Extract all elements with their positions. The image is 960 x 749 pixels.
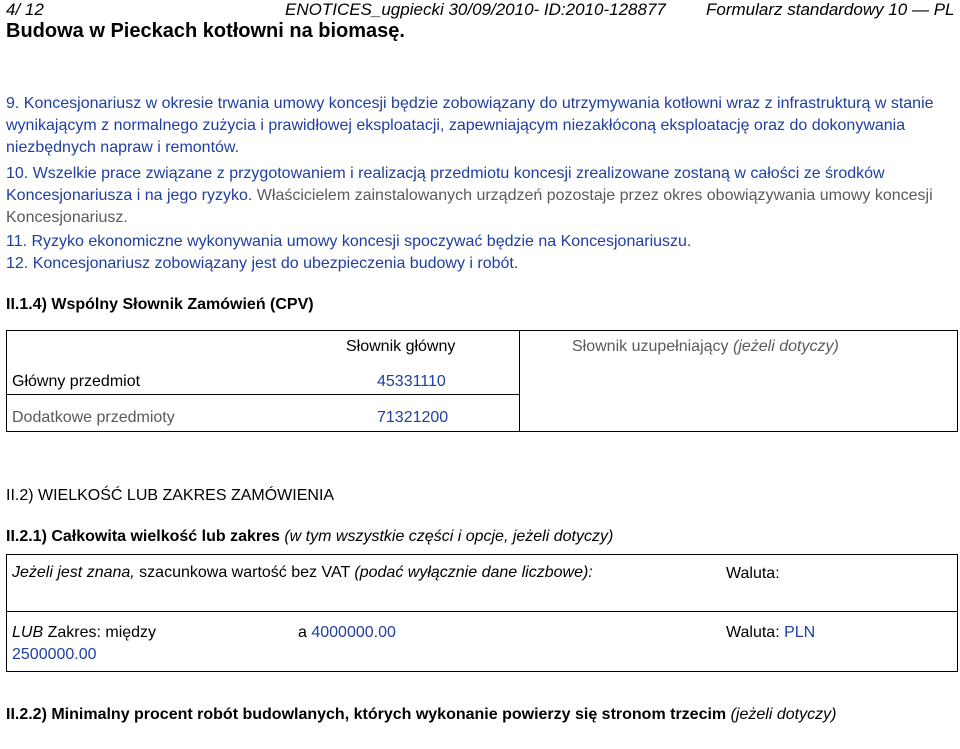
cpv-row-extra-code: 71321200 [377,409,449,426]
range-label [12,622,212,666]
paragraph-10-owner-text: Właścicielem zainstalowanych urządzeń pozostaje przez okres obowiązywania umowy koncesji Koncesjonariusz. [6,187,933,226]
cpv-col-supp-label: Słownik uzupełniający [572,338,729,355]
range-prefix: LUB [12,624,44,641]
estimate-currency-label: Waluta: [726,565,780,582]
range-max [298,622,396,644]
estimate-text: szacunkowa wartość bez VAT [134,564,355,581]
cpv-col-main: Słownik główny [346,338,456,355]
notice-id: ENOTICES_ugpiecki 30/09/2010- ID:2010-128877 [285,0,666,19]
paragraph-10-text: 10. Wszelkie prace związane z przygotowaniem i realizacją przedmiotu koncesji zrealizowane zostaną w całości ze środków Koncesjonariusza i na jego ryzyko. [6,165,885,204]
scope-subheading [6,528,613,546]
range-min-value: 2500000.00 [12,646,97,663]
subcontract-heading [6,704,956,726]
cpv-table [6,330,958,432]
page-number: 4/ 12 [6,0,44,19]
range-and: a [298,624,312,641]
cpv-col-supp [572,338,839,356]
range-currency [726,622,815,644]
table-divider [519,331,520,431]
cpv-row-main-code: 45331110 [377,373,446,390]
range-currency-value: PLN [784,624,816,641]
paragraph-9 [6,93,956,159]
cpv-row-main-label: Główny przedmiot [12,373,141,390]
form-name: Formularz standardowy 10 — PL [706,0,955,19]
scope-subheading-note: (w tym wszystkie części i opcje, jeżeli dotyczy) [284,528,614,545]
cpv-col-supp-note: (jeżeli dotyczy) [732,338,839,355]
range-currency-label: Waluta: [726,624,785,641]
estimate-label [12,562,632,584]
scope-subheading-label: II.2.1) Całkowita wielkość lub zakres [6,528,280,545]
subcontract-heading-note: (jeżeli dotyczy) [726,706,837,723]
estimate-note: (podać wyłącznie dane liczbowe): [354,564,593,581]
table-divider [7,394,519,395]
document-title: Budowa w Pieckach kotłowni na biomasę. [6,20,405,42]
paragraph-12-text: 12. Koncesjonariusz zobowiązany jest do ubezpieczenia budowy i robót. [6,255,519,272]
paragraph-10 [6,163,956,229]
paragraph-12 [6,253,956,275]
cpv-heading: II.1.4) Wspólny Słownik Zamówień (CPV) [6,296,314,313]
paragraph-11 [6,231,956,253]
paragraph-9-text: 9. Koncesjonariusz w okresie trwania umowy koncesji będzie zobowiązany do utrzymywania kotłowni wraz z infrastrukturą w stanie wynikającym z normalnego zużycia i prawidłowej eksploatacji, zapewniającym niezakłóconą eksploatację oraz do dokonywania niezbędnych napraw i remontów. [6,95,934,156]
estimate-box [6,554,958,612]
scope-heading: II.2) WIELKOŚĆ LUB ZAKRES ZAMÓWIENIA [6,487,335,504]
subcontract-heading-label: II.2.2) Minimalny procent robót budowlanych, których wykonanie powierzy się stronom trzecim [6,706,727,723]
estimate-prefix: Jeżeli jest znana, [12,564,135,581]
range-label-text: Zakres: między [43,624,157,641]
range-max-value: 4000000.00 [311,624,396,641]
range-box [6,612,958,672]
cpv-row-extra-label: Dodatkowe przedmioty [12,409,175,426]
paragraph-11-text: 11. Ryzyko ekonomiczne wykonywania umowy koncesji spoczywać będzie na Koncesjonariuszu. [6,233,692,250]
